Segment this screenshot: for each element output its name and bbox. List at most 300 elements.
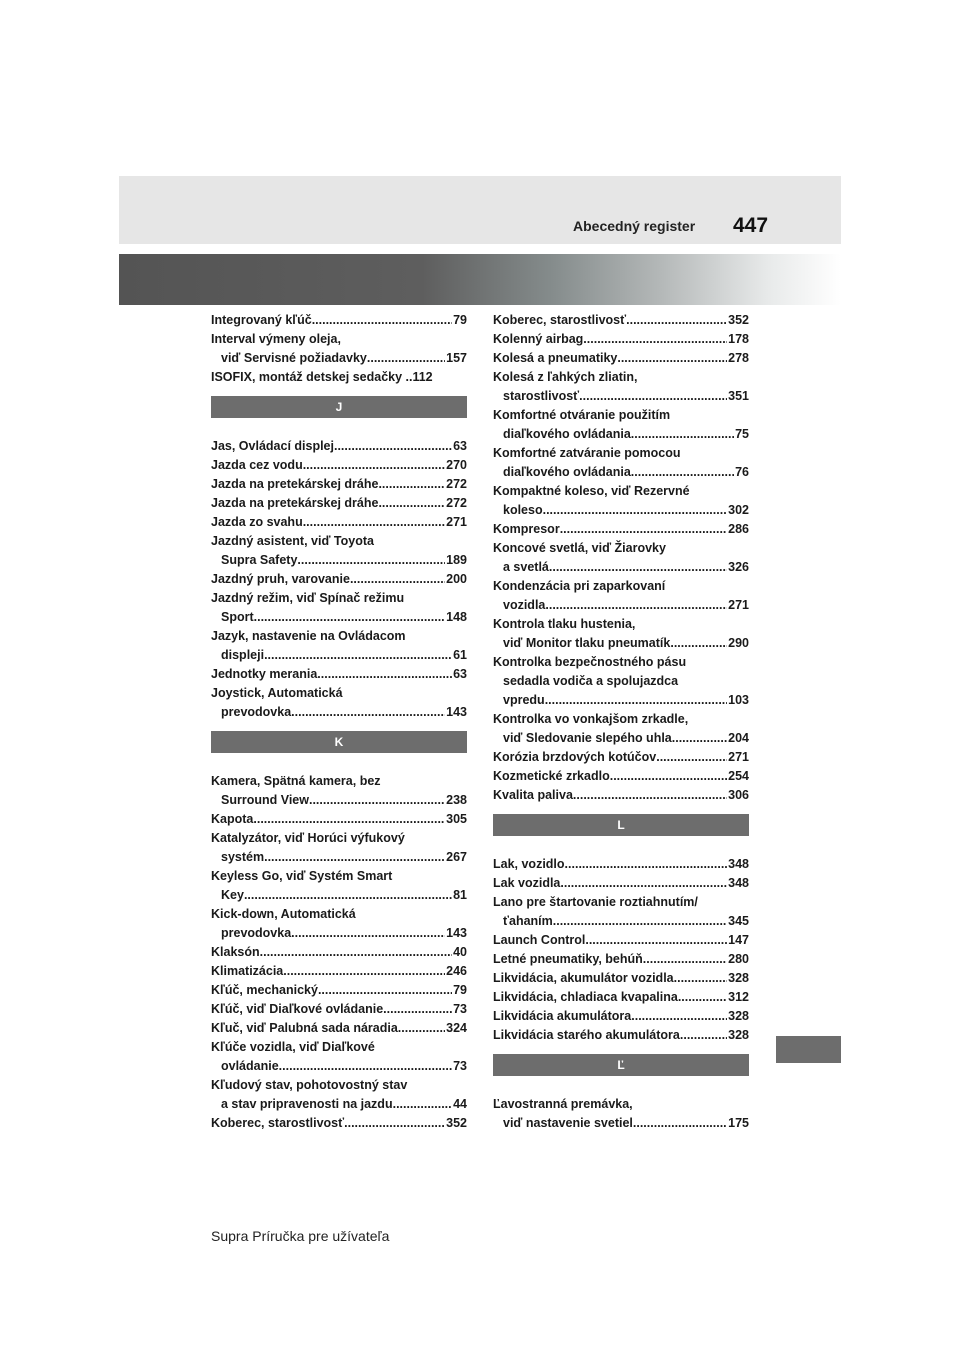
index-entry-line	[211, 475, 467, 494]
index-page-ref: 40	[453, 945, 467, 959]
index-term: viď nastavenie svetiel	[503, 1116, 633, 1130]
index-term: Likvidácia akumulátora	[493, 1009, 632, 1023]
index-entry-line	[493, 1095, 749, 1114]
index-entry	[211, 684, 467, 722]
index-letter-header: L	[493, 814, 749, 836]
index-page-ref: 271	[728, 598, 749, 612]
index-entry-line	[493, 748, 749, 767]
index-page-ref: 148	[446, 610, 467, 624]
page-number: 447	[733, 214, 769, 237]
index-entry-line	[211, 848, 467, 867]
index-entry-line	[493, 387, 749, 406]
index-entry	[211, 810, 467, 829]
index-term: Kolenný airbag	[493, 332, 584, 346]
dot-leader	[383, 1000, 452, 1019]
index-entry-line	[211, 1019, 467, 1038]
dot-leader	[656, 748, 727, 767]
index-page-ref: 63	[453, 667, 467, 681]
index-entry-line	[211, 349, 467, 368]
index-entry-line	[493, 710, 749, 729]
index-page-ref: 178	[728, 332, 749, 346]
index-term: Jazdný režim, viď Spínač režimu	[211, 591, 405, 605]
index-term: vozidla	[503, 598, 546, 612]
index-term: Katalyzátor, viď Horúci výfukový	[211, 831, 405, 845]
index-entry	[211, 1114, 467, 1133]
index-page-ref: 302	[728, 503, 749, 517]
index-term: Kolesá z ľahkých zliatin,	[493, 370, 638, 384]
index-entry-line	[211, 1114, 467, 1133]
index-page-ref: 271	[728, 750, 749, 764]
index-entry	[211, 867, 467, 905]
index-entry-line	[493, 931, 749, 950]
index-term: Klaksón	[211, 945, 260, 959]
index-entry-line	[493, 596, 749, 615]
index-entry-line	[493, 406, 749, 425]
index-page-ref: 254	[728, 769, 749, 783]
index-term: Kvalita paliva	[493, 788, 573, 802]
index-term: Kľúč, viď Diaľkové ovládanie	[211, 1002, 384, 1016]
index-entry-line	[211, 646, 467, 665]
index-column-left	[211, 311, 467, 1133]
index-entry-line	[211, 494, 467, 513]
index-entry-line	[211, 513, 467, 532]
index-entry-line	[493, 1007, 749, 1026]
index-page-ref: 324	[446, 1021, 467, 1035]
index-term: Kontrola tlaku hustenia,	[493, 617, 636, 631]
index-entry-line	[493, 482, 749, 501]
index-entry	[493, 931, 749, 950]
dot-leader	[303, 456, 445, 475]
index-page-ref: 278	[728, 351, 749, 365]
index-page-ref: 75	[735, 427, 749, 441]
index-entry	[211, 905, 467, 943]
index-entry-line	[493, 577, 749, 596]
dot-leader	[244, 886, 452, 905]
dot-leader	[626, 311, 727, 330]
index-term: viď Servisné požiadavky	[221, 351, 367, 365]
index-entry	[493, 988, 749, 1007]
dot-leader	[573, 786, 727, 805]
index-entry	[211, 627, 467, 665]
index-entry	[211, 330, 467, 368]
index-page-ref: 81	[453, 888, 467, 902]
index-term: Surround View	[221, 793, 309, 807]
index-page-ref: 157	[446, 351, 467, 365]
index-entry-line	[493, 349, 749, 368]
index-entry	[493, 855, 749, 874]
index-entry-line	[211, 1038, 467, 1057]
index-entry	[211, 1000, 467, 1019]
index-term: Kompresor	[493, 522, 560, 536]
index-entry	[211, 943, 467, 962]
index-page-ref: 352	[728, 313, 749, 327]
index-term: Interval výmeny oleja,	[211, 332, 341, 346]
index-term: Kapota	[211, 812, 254, 826]
index-term: ISOFIX, montáž detskej sedačky ..112	[211, 370, 433, 384]
index-term: systém	[221, 850, 265, 864]
index-entry-line	[211, 684, 467, 703]
index-term: Keyless Go, viď Systém Smart	[211, 869, 393, 883]
dot-leader	[617, 349, 727, 368]
dot-leader	[680, 1026, 727, 1045]
index-entry	[211, 981, 467, 1000]
index-entry-line	[493, 501, 749, 520]
index-entry-line	[493, 368, 749, 387]
index-entry	[493, 330, 749, 349]
index-page-ref: 204	[728, 731, 749, 745]
index-entry	[493, 368, 749, 406]
footer-text: Supra Príručka pre užívateľa	[211, 1228, 390, 1244]
index-entry	[493, 349, 749, 368]
index-term: Jazdný asistent, viď Toyota	[211, 534, 374, 548]
index-entry-line	[493, 1026, 749, 1045]
index-entry-line	[211, 943, 467, 962]
index-term: Letné pneumatiky, behúň	[493, 952, 643, 966]
dot-leader	[545, 596, 727, 615]
index-entry-line	[211, 810, 467, 829]
index-entry-line	[493, 969, 749, 988]
index-term: Likvidácia, chladiaca kvapalina	[493, 990, 678, 1004]
dot-leader	[543, 501, 728, 520]
index-page-ref: 246	[446, 964, 467, 978]
index-page-ref: 286	[728, 522, 749, 536]
index-term: Komfortné zatváranie pomocou	[493, 446, 681, 460]
index-term: Lak, vozidlo	[493, 857, 565, 871]
index-entry	[493, 1026, 749, 1045]
index-entry-line	[493, 330, 749, 349]
index-entry-line	[211, 905, 467, 924]
dot-leader	[378, 475, 445, 494]
index-letter-header: K	[211, 731, 467, 753]
index-entry-line	[493, 893, 749, 912]
index-term: ťahaním	[503, 914, 553, 928]
index-term: koleso	[503, 503, 543, 517]
dot-leader	[260, 943, 452, 962]
dot-leader	[297, 551, 445, 570]
index-term: Lak vozidla	[493, 876, 561, 890]
dot-leader	[560, 874, 727, 893]
index-entry-line	[493, 463, 749, 482]
dot-leader	[378, 494, 445, 513]
index-entry	[493, 615, 749, 653]
dot-leader	[631, 425, 734, 444]
index-term: vpredu	[503, 693, 545, 707]
dot-leader	[264, 646, 452, 665]
index-entry	[211, 589, 467, 627]
index-entry	[211, 1019, 467, 1038]
index-term: Korózia brzdových kotúčov	[493, 750, 657, 764]
index-term: Kľudový stav, pohotovostný stav	[211, 1078, 408, 1092]
index-entry-line	[211, 368, 467, 387]
index-term: Supra Safety	[221, 553, 298, 567]
index-entry	[211, 475, 467, 494]
index-entry-line	[211, 981, 467, 1000]
index-entry-line	[211, 1095, 467, 1114]
index-term: Kľúč, mechanický	[211, 983, 318, 997]
index-entry	[493, 482, 749, 520]
dot-leader	[545, 691, 727, 710]
index-term: sedadla vodiča a spolujazdca	[503, 674, 679, 688]
index-page-ref: 73	[453, 1059, 467, 1073]
index-entry	[211, 437, 467, 456]
index-term: Lano pre štartovanie roztiahnutím/	[493, 895, 698, 909]
index-term: diaľkového ovládania	[503, 427, 631, 441]
dot-leader	[283, 962, 445, 981]
index-entry	[493, 653, 749, 710]
index-page-ref: 147	[728, 933, 749, 947]
index-entry-line	[211, 456, 467, 475]
index-entry-line	[493, 950, 749, 969]
index-entry-line	[211, 551, 467, 570]
index-term: Kondenzácia pri zaparkovaní	[493, 579, 666, 593]
index-entry-line	[211, 829, 467, 848]
dot-leader	[317, 665, 452, 684]
index-entry-line	[493, 634, 749, 653]
index-entry	[493, 539, 749, 577]
dot-leader	[631, 1007, 727, 1026]
index-entry	[211, 1038, 467, 1076]
index-entry-line	[211, 570, 467, 589]
index-entry	[211, 532, 467, 570]
index-term: Jednotky merania	[211, 667, 318, 681]
index-entry	[493, 710, 749, 748]
index-entry-line	[493, 311, 749, 330]
dot-leader	[678, 988, 727, 1007]
dot-leader	[579, 387, 727, 406]
index-term: Jazda cez vodu	[211, 458, 303, 472]
dot-leader	[344, 1114, 445, 1133]
index-term: Likvidácia starého akumulátora	[493, 1028, 680, 1042]
dot-leader	[398, 1019, 445, 1038]
index-entry-line	[493, 786, 749, 805]
index-term: prevodovka	[221, 705, 292, 719]
chapter-side-tab	[776, 1036, 841, 1063]
index-entry-line	[493, 874, 749, 893]
index-term: Kľuč, viď Palubná sada náradia	[211, 1021, 398, 1035]
index-page-ref: 345	[728, 914, 749, 928]
section-title: Abecedný register	[573, 218, 696, 234]
index-entry-line	[211, 962, 467, 981]
index-page-ref: 175	[728, 1116, 749, 1130]
index-entry	[211, 513, 467, 532]
index-entry	[211, 311, 467, 330]
index-entry-line	[493, 425, 749, 444]
index-term: Jazda na pretekárskej dráhe	[211, 477, 379, 491]
dot-leader	[560, 520, 727, 539]
index-term: diaľkového ovládania	[503, 465, 631, 479]
index-page-ref: 189	[446, 553, 467, 567]
index-page-ref: 63	[453, 439, 467, 453]
index-page-ref: 76	[735, 465, 749, 479]
index-term: Jas, Ovládací displej	[211, 439, 334, 453]
index-entry-line	[211, 589, 467, 608]
index-page-ref: 326	[728, 560, 749, 574]
index-page-ref: 79	[453, 983, 467, 997]
index-page-ref: 306	[728, 788, 749, 802]
index-term: Jazdný pruh, varovanie	[211, 572, 350, 586]
dot-leader	[367, 349, 445, 368]
dot-leader	[291, 703, 445, 722]
index-page-ref: 143	[446, 705, 467, 719]
index-term: Kompaktné koleso, viď Rezervné	[493, 484, 690, 498]
dot-leader	[672, 729, 727, 748]
index-page-ref: 280	[728, 952, 749, 966]
index-entry-line	[211, 1000, 467, 1019]
index-page-ref: 328	[728, 1028, 749, 1042]
index-term: starostlivosť	[503, 389, 580, 403]
index-page-ref: 73	[453, 1002, 467, 1016]
index-entry-line	[211, 791, 467, 810]
index-term: Koberec, starostlivosť	[493, 313, 627, 327]
index-entry	[493, 406, 749, 444]
index-page-ref: 271	[446, 515, 467, 529]
index-entry	[493, 748, 749, 767]
index-entry	[493, 311, 749, 330]
dot-leader	[674, 969, 728, 988]
index-entry-line	[493, 691, 749, 710]
dot-leader	[633, 1114, 727, 1133]
index-term: Ľavostranná premávka,	[493, 1097, 633, 1111]
dot-leader	[553, 912, 727, 931]
dot-leader	[303, 513, 445, 532]
index-page-ref: 272	[446, 496, 467, 510]
index-entry-line	[211, 532, 467, 551]
dot-leader	[318, 981, 452, 1000]
dot-leader	[393, 1095, 453, 1114]
index-term: Key	[221, 888, 244, 902]
index-entry	[493, 1095, 749, 1133]
index-entry-line	[211, 886, 467, 905]
index-entry-line	[493, 558, 749, 577]
dot-leader	[309, 791, 445, 810]
index-entry-line	[211, 1076, 467, 1095]
dot-leader	[670, 634, 727, 653]
index-term: Integrovaný kľúč	[211, 313, 312, 327]
index-term: Likvidácia, akumulátor vozidla	[493, 971, 674, 985]
index-entry	[493, 520, 749, 539]
index-entry-line	[211, 437, 467, 456]
dot-leader	[291, 924, 445, 943]
index-term: Launch Control	[493, 933, 586, 947]
index-entry	[211, 494, 467, 513]
index-term: Koncové svetlá, viď Žiarovky	[493, 541, 666, 555]
index-entry-line	[211, 627, 467, 646]
index-page-ref: 328	[728, 971, 749, 985]
index-entry-line	[493, 855, 749, 874]
index-term: Kamera, Spätná kamera, bez	[211, 774, 381, 788]
index-entry-line	[211, 703, 467, 722]
index-term: Kick-down, Automatická	[211, 907, 356, 921]
index-entry-line	[211, 772, 467, 791]
index-page-ref: 352	[446, 1116, 467, 1130]
index-entry	[211, 665, 467, 684]
index-page-ref: 351	[728, 389, 749, 403]
index-entry	[211, 368, 467, 387]
index-term: Komfortné otváranie použitím	[493, 408, 671, 422]
index-entry	[493, 893, 749, 931]
index-entry-line	[211, 1057, 467, 1076]
index-term: Kozmetické zrkadlo	[493, 769, 610, 783]
index-term: Sport	[221, 610, 254, 624]
index-entry	[211, 456, 467, 475]
index-page-ref: 348	[728, 857, 749, 871]
index-page-ref: 200	[446, 572, 467, 586]
index-entry-line	[211, 867, 467, 886]
dot-leader	[585, 931, 727, 950]
index-entry-line	[493, 672, 749, 691]
index-entry	[493, 786, 749, 805]
dot-leader	[610, 767, 727, 786]
index-term: Kolesá a pneumatiky	[493, 351, 618, 365]
index-entry-line	[493, 615, 749, 634]
dot-leader	[549, 558, 727, 577]
index-letter-header: Ľ	[493, 1054, 749, 1076]
index-entry-line	[493, 444, 749, 463]
index-column-right	[493, 311, 749, 1133]
index-entry-line	[211, 330, 467, 349]
index-term: Joystick, Automatická	[211, 686, 343, 700]
index-entry-line	[493, 539, 749, 558]
index-entry-line	[493, 767, 749, 786]
index-entry-line	[211, 924, 467, 943]
index-page-ref: 44	[453, 1097, 467, 1111]
dot-leader	[631, 463, 734, 482]
dot-leader	[312, 311, 452, 330]
dot-leader	[643, 950, 727, 969]
index-term: displeji	[221, 648, 265, 662]
index-entry-line	[493, 520, 749, 539]
index-entry-line	[493, 1114, 749, 1133]
index-term: Kľúče vozidla, viď Diaľkové	[211, 1040, 375, 1054]
index-entry-line	[493, 653, 749, 672]
index-page-ref: 328	[728, 1009, 749, 1023]
index-page-ref: 267	[446, 850, 467, 864]
index-letter-header: J	[211, 396, 467, 418]
index-term: Jazda zo svahu	[211, 515, 303, 529]
dot-leader	[264, 848, 445, 867]
index-page-ref: 348	[728, 876, 749, 890]
index-entry-line	[211, 608, 467, 627]
index-entry	[493, 1007, 749, 1026]
dot-leader	[583, 330, 727, 349]
index-entry	[493, 444, 749, 482]
index-term: ovládanie	[221, 1059, 279, 1073]
index-term: Koberec, starostlivosť	[211, 1116, 345, 1130]
dot-leader	[350, 570, 445, 589]
index-page-ref: 143	[446, 926, 467, 940]
index-entry	[211, 772, 467, 810]
dot-leader	[334, 437, 452, 456]
index-entry	[211, 962, 467, 981]
index-entry-line	[493, 729, 749, 748]
index-page-ref: 272	[446, 477, 467, 491]
index-page-ref: 103	[728, 693, 749, 707]
index-entry	[493, 577, 749, 615]
index-term: Kontrolka vo vonkajšom zrkadle,	[493, 712, 689, 726]
index-entry	[211, 829, 467, 867]
dot-leader	[254, 608, 446, 627]
index-term: viď Monitor tlaku pneumatík	[503, 636, 671, 650]
index-entry	[493, 874, 749, 893]
index-term: Klimatizácia	[211, 964, 284, 978]
index-term: Jazyk, nastavenie na Ovládacom	[211, 629, 406, 643]
index-entry	[211, 1076, 467, 1114]
index-term: viď Sledovanie slepého uhla	[503, 731, 672, 745]
index-entry-line	[211, 311, 467, 330]
index-page-ref: 61	[453, 648, 467, 662]
dot-leader	[565, 855, 728, 874]
index-term: Kontrolka bezpečnostného pásu	[493, 655, 687, 669]
